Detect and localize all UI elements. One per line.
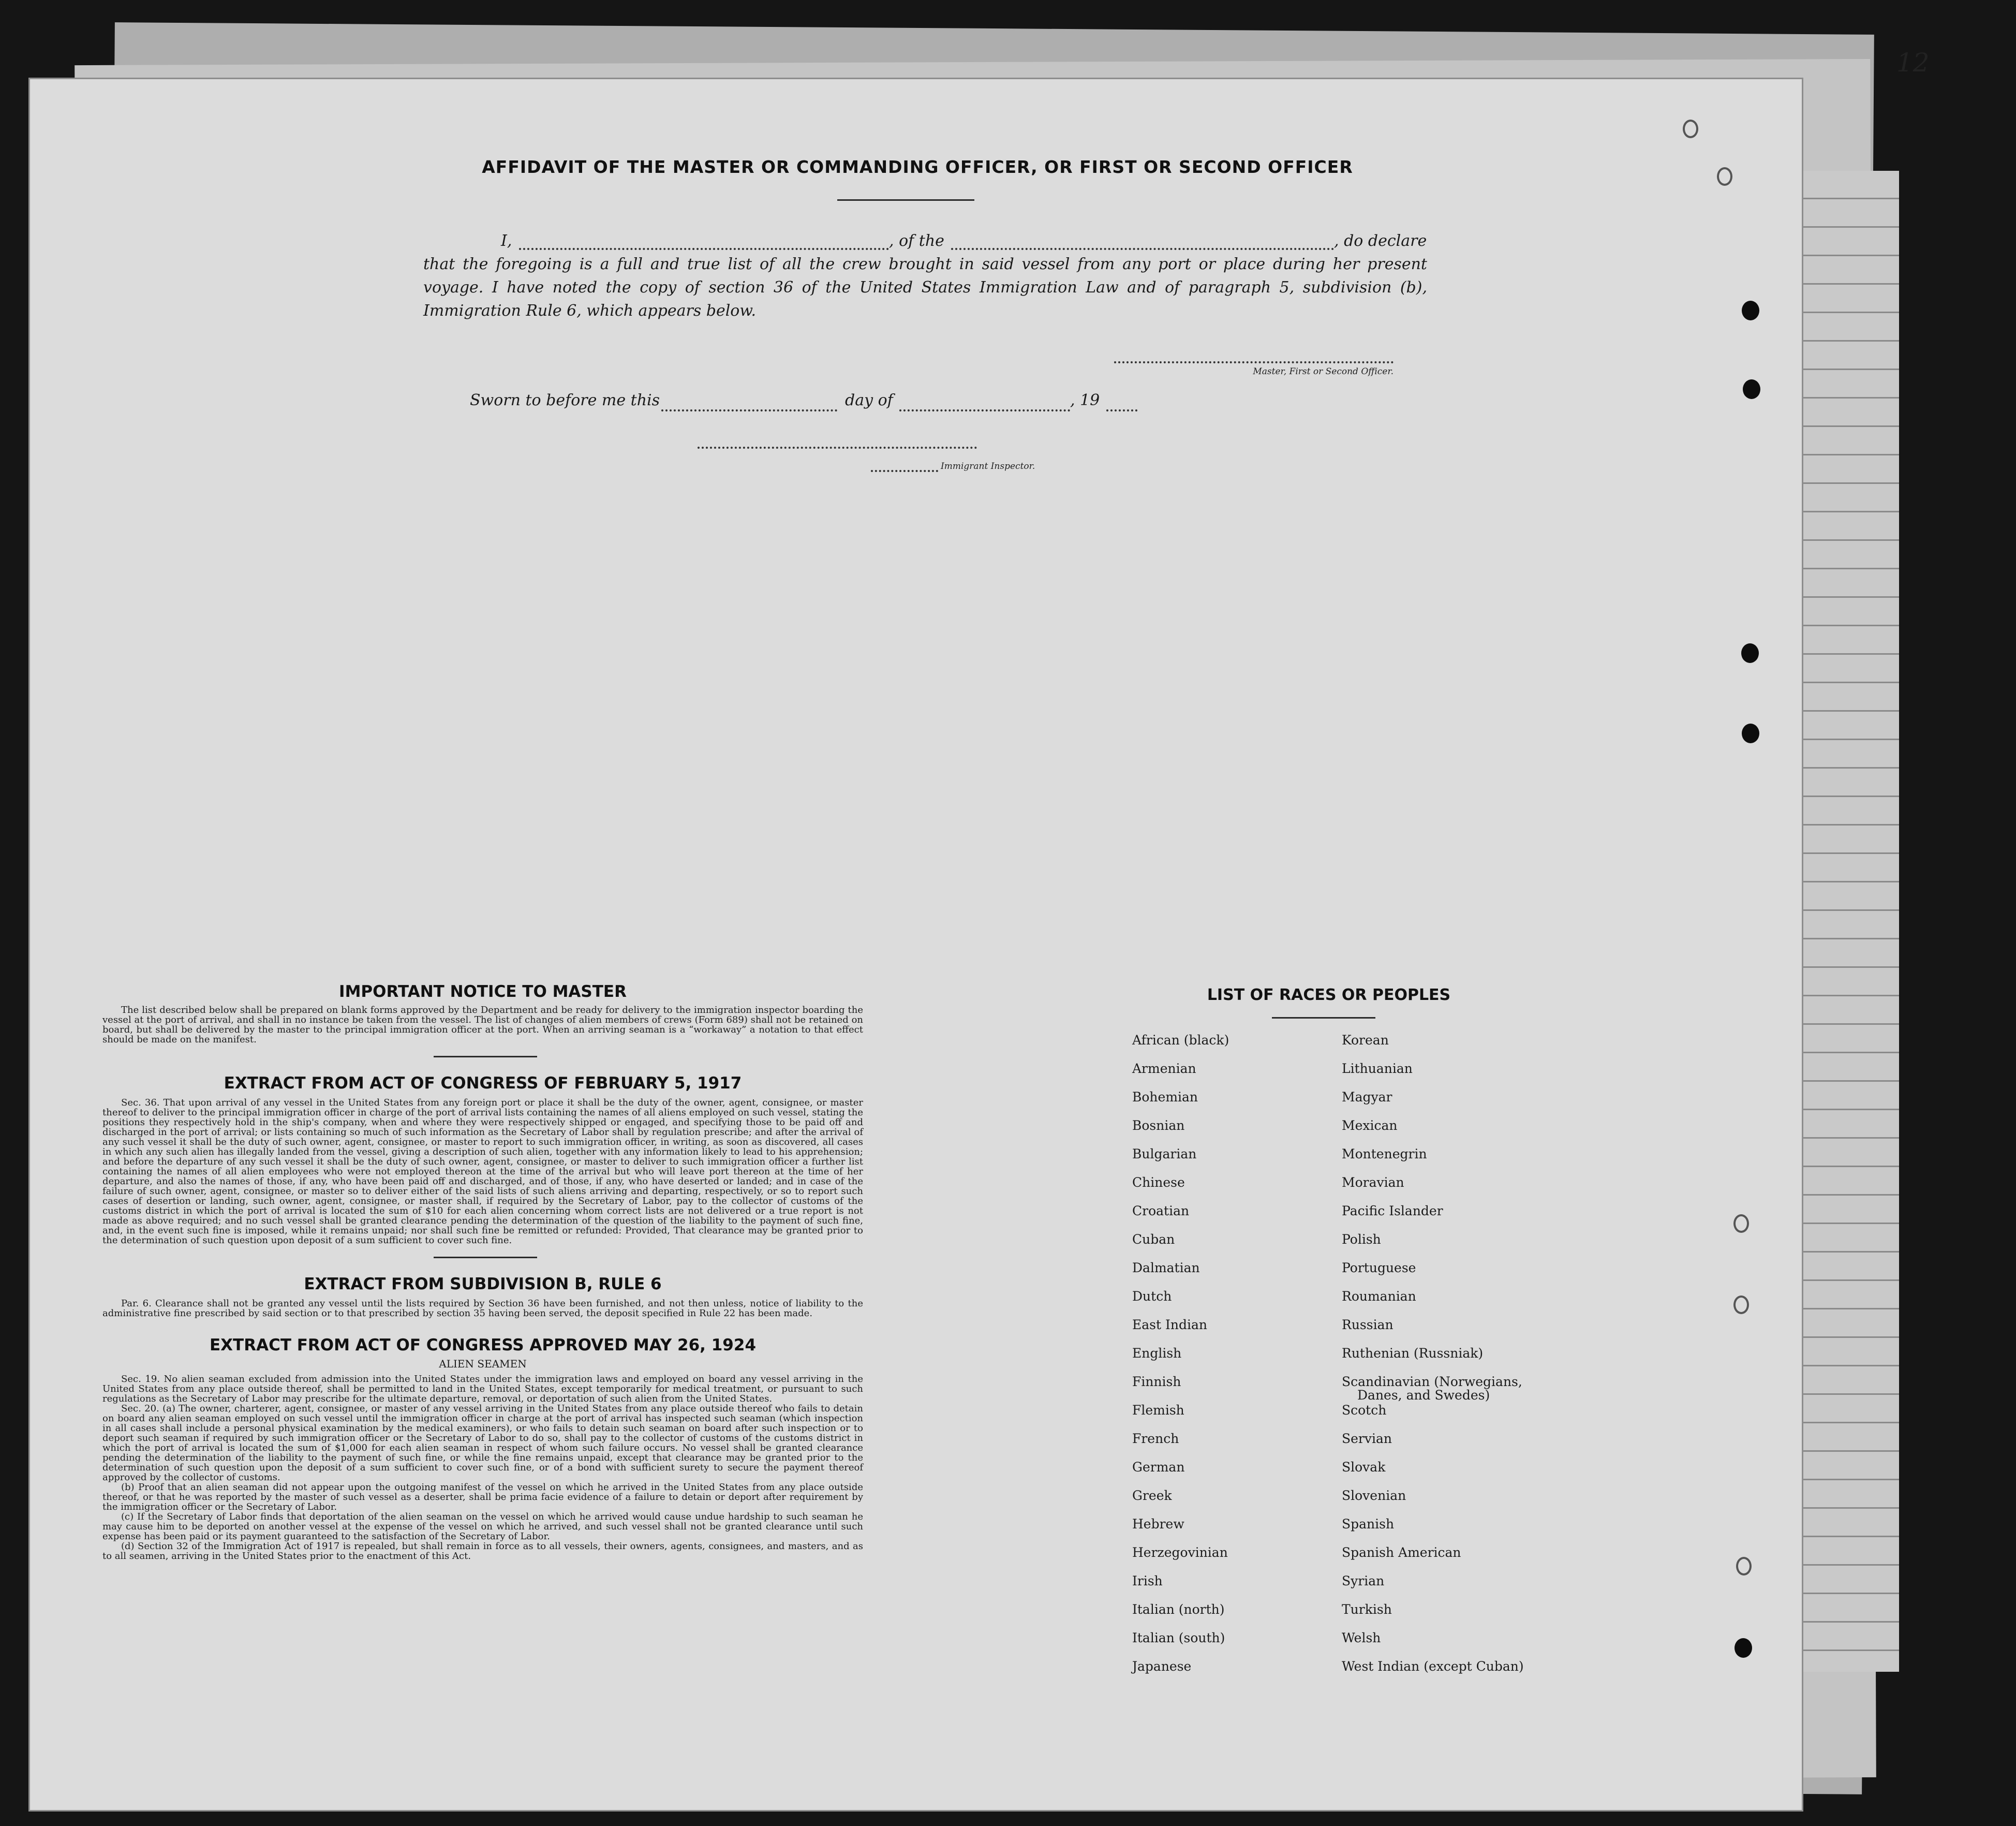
declaration-line-2: that the foregoing is a full and true list of all the crew brought in said vessel from any port or place during her present bbox=[423, 255, 1427, 273]
extract-1924-title: EXTRACT FROM ACT OF CONGRESS APPROVED MAY 26, 1924 bbox=[209, 1336, 757, 1354]
race-item: Russian bbox=[1342, 1317, 1394, 1332]
race-item: East Indian bbox=[1132, 1317, 1207, 1332]
title-divider bbox=[837, 199, 974, 201]
race-item: Hebrew bbox=[1132, 1516, 1184, 1532]
race-item: Flemish bbox=[1132, 1403, 1184, 1418]
sworn-line bbox=[470, 391, 660, 409]
sworn-year-blank bbox=[1106, 409, 1137, 411]
sec-20b-paragraph: (b) Proof that an alien seaman did not appear upon the outgoing manifest of the vessel on which he arrived in the United States from any place outside thereof, or that he was reported by the master of such vessel as a deserter, shall be prima facie evidence of a failure to detain or deport after requirement by the immigration officer or the Secretary of Labor. bbox=[102, 1482, 863, 1512]
race-item: Finnish bbox=[1132, 1374, 1181, 1389]
declaration-line-4: Immigration Rule 6, which appears below. bbox=[423, 302, 757, 320]
divider-2 bbox=[434, 1257, 537, 1258]
declaration-do-declare: , do declare bbox=[1334, 232, 1427, 250]
inspector-caption: Immigrant Inspector. bbox=[941, 461, 1035, 472]
race-item: English bbox=[1132, 1346, 1182, 1361]
race-item: Welsh bbox=[1342, 1630, 1381, 1645]
extract-1917-text bbox=[102, 1098, 863, 1245]
race-item: Bosnian bbox=[1132, 1118, 1185, 1133]
binder-hole bbox=[1735, 1638, 1752, 1658]
binder-ring bbox=[1736, 1557, 1752, 1575]
vessel-blank bbox=[951, 248, 1334, 250]
race-item: Croatian bbox=[1132, 1203, 1190, 1218]
extract-1924-subtitle: ALIEN SEAMEN bbox=[439, 1358, 527, 1370]
race-item: Moravian bbox=[1342, 1175, 1404, 1190]
extract-1924-text bbox=[102, 1374, 863, 1561]
race-item: Greek bbox=[1132, 1488, 1172, 1503]
binder-hole bbox=[1741, 643, 1759, 663]
race-item: Armenian bbox=[1132, 1061, 1196, 1076]
races-list bbox=[1132, 1033, 1598, 1757]
race-item: Spanish American bbox=[1342, 1545, 1461, 1560]
inspector-signature-line bbox=[698, 447, 977, 449]
race-item: Roumanian bbox=[1342, 1289, 1416, 1304]
race-item: Ruthenian (Russniak) bbox=[1342, 1346, 1484, 1361]
binder-hole bbox=[1742, 724, 1759, 743]
race-item: Portuguese bbox=[1342, 1260, 1416, 1275]
binder-hole bbox=[1742, 301, 1759, 320]
binder-ring bbox=[1683, 120, 1698, 138]
binder-ring bbox=[1733, 1295, 1749, 1314]
declaration-block bbox=[423, 229, 1427, 333]
sec-20c-paragraph: (c) If the Secretary of Labor finds that deportation of the alien seaman on the vessel on which he arrived would cause undue hardship to such seaman he may cause him to be deported on another vessel at the expense of the vessel on which he arrived, and such vessel shall not be granted clearance until such expense has been paid or its payment guaranteed to the satisfaction of the Secretary of Labor. bbox=[102, 1511, 863, 1542]
race-item: Cuban bbox=[1132, 1232, 1175, 1247]
binder-ring bbox=[1733, 1214, 1749, 1233]
race-item: Servian bbox=[1342, 1431, 1392, 1446]
race-item: African (black) bbox=[1132, 1033, 1229, 1048]
declaration-of-the: , of the bbox=[889, 232, 944, 250]
sec-19-paragraph: Sec. 19. No alien seaman excluded from admission into the United States under the immigration laws and employed on board any vessel arriving in the United States from any place outside thereof, shall be permitted to land in the United States, except temporarily for medical treatment, or pursuant to such regulations as the Secretary of Labor may prescribe for the ultimate departure, removal, or deportation of such alien from the United States. bbox=[102, 1374, 863, 1404]
race-item: Bohemian bbox=[1132, 1089, 1198, 1105]
divider-1 bbox=[434, 1056, 537, 1057]
notice-text bbox=[102, 1005, 863, 1044]
name-blank bbox=[519, 248, 889, 250]
extract-rule6-text bbox=[102, 1299, 863, 1318]
race-item: Dutch bbox=[1132, 1289, 1172, 1304]
race-item: Spanish bbox=[1342, 1516, 1395, 1532]
extract-1917-title: EXTRACT FROM ACT OF CONGRESS OF FEBRUARY 5, 1917 bbox=[224, 1074, 742, 1093]
races-divider bbox=[1272, 1017, 1375, 1019]
form-page bbox=[28, 78, 1803, 1812]
race-item: Montenegrin bbox=[1342, 1146, 1427, 1161]
race-item: Magyar bbox=[1342, 1089, 1392, 1105]
race-item: Turkish bbox=[1342, 1602, 1392, 1617]
page-number: 12 bbox=[1896, 48, 1930, 78]
notices-column bbox=[102, 982, 863, 1561]
race-item: Slovenian bbox=[1342, 1488, 1406, 1503]
officer-signature-caption: Master, First or Second Officer. bbox=[1253, 366, 1394, 377]
races-title: LIST OF RACES OR PEOPLES bbox=[1207, 986, 1451, 1004]
race-item: Chinese bbox=[1132, 1175, 1185, 1190]
race-item: Korean bbox=[1342, 1033, 1389, 1048]
sworn-year: , 19 bbox=[1070, 391, 1100, 409]
race-item: West Indian (except Cuban) bbox=[1342, 1659, 1524, 1674]
affidavit-title: AFFIDAVIT OF THE MASTER OR COMMANDING OFFICER, OR FIRST OR SECOND OFFICER bbox=[482, 157, 1353, 177]
race-item: Syrian bbox=[1342, 1573, 1385, 1588]
officer-signature-line bbox=[1114, 361, 1394, 363]
race-item: Scotch bbox=[1342, 1403, 1387, 1418]
race-item: Irish bbox=[1132, 1573, 1163, 1588]
race-item: Mexican bbox=[1342, 1118, 1398, 1133]
sworn-day-of: day of bbox=[845, 391, 893, 409]
race-item: Polish bbox=[1342, 1232, 1381, 1247]
sec-20d-paragraph: (d) Section 32 of the Immigration Act of 1917 is repealed, but shall remain in force as to all vessels, their owners, agents, consignees, and masters, and as to all seamen, arriving in the United States prior to the enactment of this Act. bbox=[102, 1541, 863, 1562]
extract-rule6-paragraph: Par. 6. Clearance shall not be granted any vessel until the lists required by Section 36 have been furnished, and not then unless, notice of liability to the administrative fine prescribed by said section or to that prescribed by section 35 having been served, the deposit specified in Rule 22 has been made. bbox=[102, 1298, 863, 1319]
sworn-day-blank bbox=[661, 409, 837, 411]
race-item: Lithuanian bbox=[1342, 1061, 1413, 1076]
race-item-continuation: Danes, and Swedes) bbox=[1357, 1388, 1490, 1403]
extract-1917-paragraph: Sec. 36. That upon arrival of any vessel in the United States from any foreign port or place it shall be the duty of the owner, agent, consignee, or master thereof to deliver to the principal immigration officer in charge of the port of arrival lists containing the names of all aliens employed on such vessel, stating the positions they respectively hold in the ship's company, when and where they were respectively shipped or engaged, and specifying those to be paid off and discharged in the port of arrival; or lists containing so much of such information as the Secretary of Labor shall by regulation prescribe; and after the arrival of any such vessel it shall be the duty of such owner, agent, consignee, or master to report to such immigration officer, in writing, as soon as discovered, all cases in which any such alien has illegally landed from the vessel, giving a description of such alien, together with any information likely to lead to his apprehension; and before the departure of any such vessel it shall be the duty of such owner, agent, consignee, or master to deliver to such immigration officer a further list containing the names of all alien employees who were not employed thereon at the time of the arrival but who will leave port thereon at the time of her departure, and also the names of those, if any, who have been paid off and discharged, and of those, if any, who have deserted or landed; and in case of the failure of such owner, agent, consignee, or master so to deliver either of the said lists of such aliens arriving and departing, respectively, or so to report such cases of desertion or landing, such owner, agent, consignee, or master shall, if required by the Secretary of Labor, pay to the collector of customs of the customs district in which the port of arrival is located the sum of $10 for each alien concerning whom correct lists are not delivered or a true report is not made as above required; and no such vessel shall be granted clearance pending the determination of the question of the liability to the payment of such fine, and, in the event such fine is imposed, while it remains unpaid; nor shall such fine be remitted or refunded: Provided, That clearance may be granted prior to the determination of such question upon deposit of a sum sufficient to cover such fine. bbox=[102, 1097, 863, 1246]
race-item: Italian (south) bbox=[1132, 1630, 1225, 1645]
race-item: French bbox=[1132, 1431, 1179, 1446]
race-item: Bulgarian bbox=[1132, 1146, 1197, 1161]
inspector-caption-dots bbox=[871, 470, 938, 472]
race-item: Pacific Islander bbox=[1342, 1203, 1443, 1218]
race-item: Slovak bbox=[1342, 1460, 1386, 1475]
sec-20a-paragraph: Sec. 20. (a) The owner, charterer, agent, consignee, or master of any vessel arriving in the United States from any place outside thereof who fails to detain on board any alien seaman employed on such vessel until the immigration officer in charge at the port of arrival has inspected such seaman (which inspection in all cases shall include a personal physical examination by the medical examiners), or who fails to detain such seaman on board after such inspection or to deport such seaman if required by such immigration officer or the Secretary of Labor to do so, shall pay to the collector of customs of the customs district in which the port of arrival is located the sum of $1,000 for each alien seaman in respect of whom such failure occurs. No vessel shall be granted clearance pending the determination of the liability to the payment of such fine, or while the fine remains unpaid, except that clearance may be granted prior to the determination of such question upon the deposit of a sum sufficient to cover such fine, or of a bond with sufficient surety to secure the payment thereof approved by the collector of customs. bbox=[102, 1403, 863, 1483]
extract-rule6-title: EXTRACT FROM SUBDIVISION B, RULE 6 bbox=[304, 1275, 662, 1293]
notice-title: IMPORTANT NOTICE TO MASTER bbox=[339, 982, 627, 1001]
notice-paragraph: The list described below shall be prepared on blank forms approved by the Department and be ready for delivery to the immigration inspector boarding the vessel at the port of arrival, and shall in no instance be taken from the vessel. The list of changes of alien members of crews (Form 689) shall not be retained on board, but shall be delivered by the master to the principal immigration officer at the port. When an arriving seaman is a “workaway” a notation to that effect should be made on the manifest. bbox=[102, 1005, 863, 1045]
race-item: Herzegovinian bbox=[1132, 1545, 1228, 1560]
binder-ring bbox=[1717, 167, 1732, 186]
binder-hole bbox=[1743, 379, 1760, 399]
declaration-i: I, bbox=[501, 232, 512, 250]
race-item: German bbox=[1132, 1460, 1185, 1475]
race-item: Japanese bbox=[1132, 1659, 1192, 1674]
declaration-line-3: voyage. I have noted the copy of section 36 of the United States Immigration Law and of paragraph 5, subdivision (b), bbox=[423, 278, 1427, 297]
race-item: Italian (north) bbox=[1132, 1602, 1225, 1617]
sworn-text: Sworn to before me this bbox=[470, 391, 660, 409]
race-item: Scandinavian (Norwegians, bbox=[1342, 1374, 1522, 1389]
race-item: Dalmatian bbox=[1132, 1260, 1200, 1275]
sworn-month-blank bbox=[899, 409, 1070, 411]
